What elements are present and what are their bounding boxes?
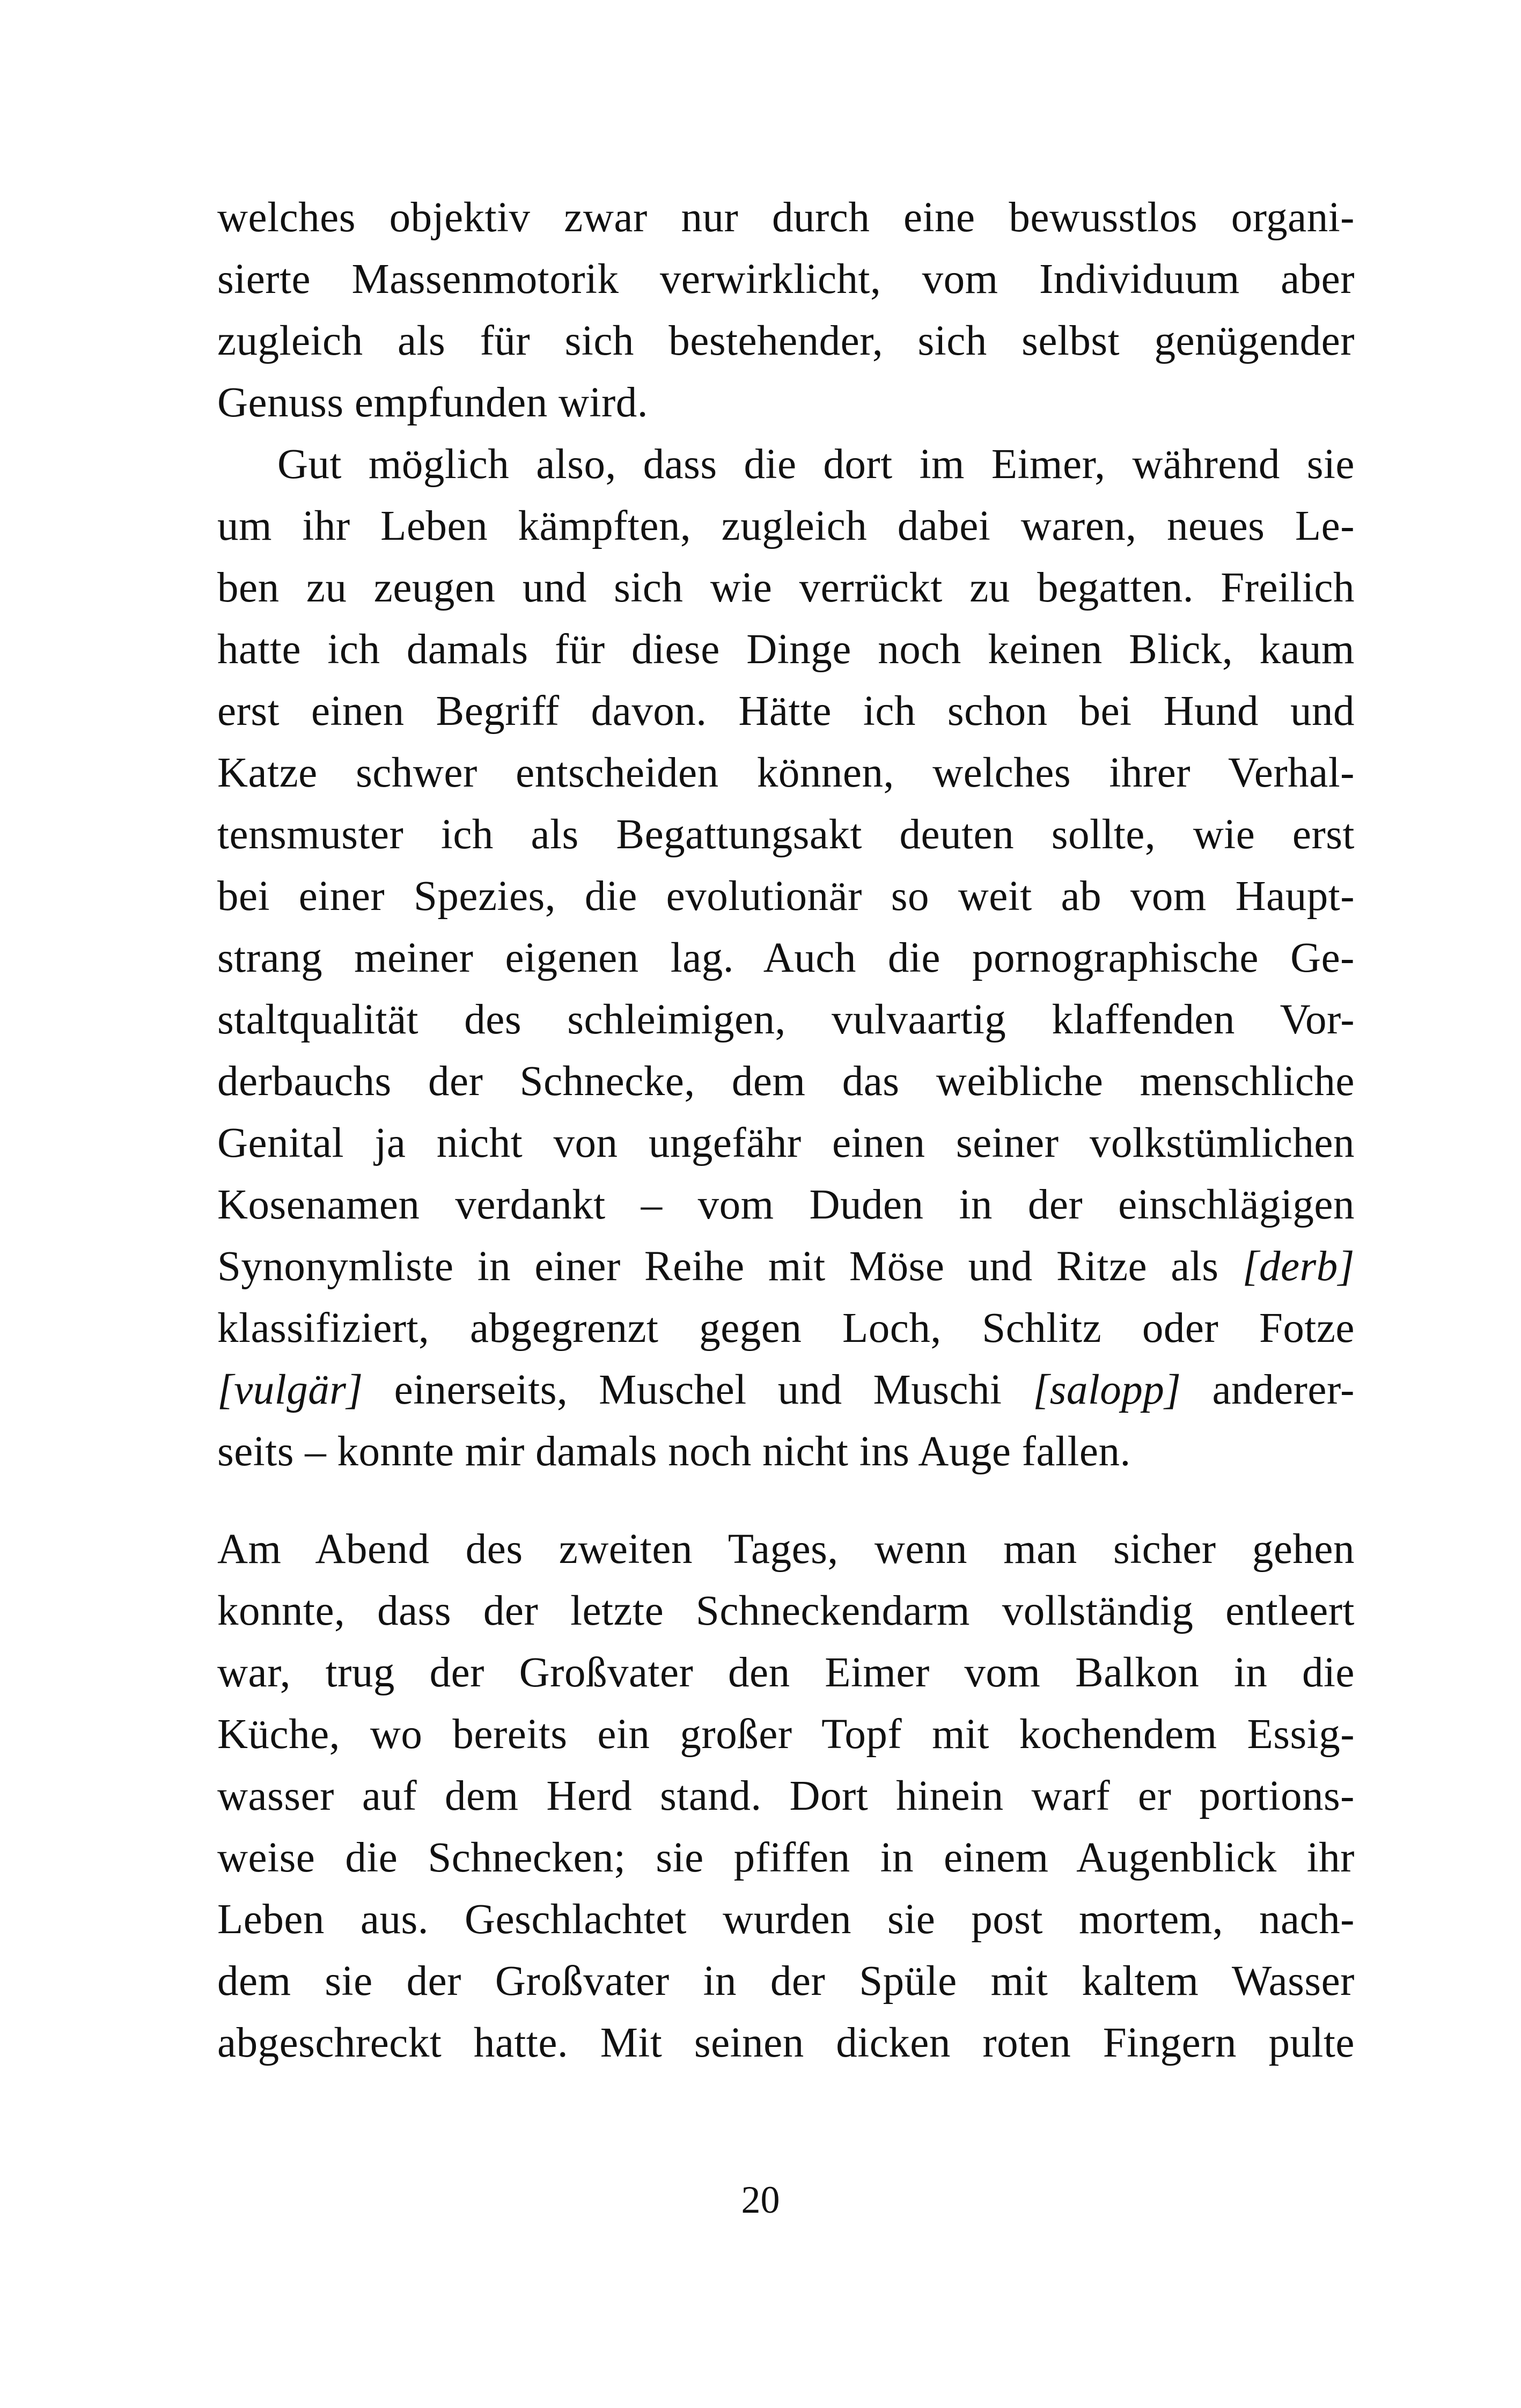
text-line: abgeschreckt hatte. Mit seinen dicken roten Fingern pulte: [217, 2020, 1355, 2066]
register-label-derb: [derb]: [1242, 1243, 1355, 1290]
text-line: seits – konnte mir damals noch nicht ins Auge fallen.: [217, 1428, 1131, 1475]
text-run: Synonymliste in einer Reihe mit Möse und Ritze als: [217, 1243, 1243, 1290]
text-line: konnte, dass der letzte Schneckendarm vollständig entleert: [217, 1588, 1355, 1634]
text-line: erst einen Begriff davon. Hätte ich schon bei Hund und: [217, 688, 1355, 735]
register-label-vulgaer: [vulgär]: [217, 1367, 363, 1413]
page-number: 20: [741, 2178, 780, 2221]
text-line: war, trug der Großvater den Eimer vom Balkon in die: [217, 1649, 1355, 1696]
text-line: wasser auf dem Herd stand. Dort hinein warf er portions-: [217, 1773, 1355, 1819]
text-line: [217, 1359, 1355, 1421]
text-run: anderer-: [1181, 1367, 1355, 1413]
text-line: hatte ich damals für diese Dinge noch keinen Blick, kaum: [217, 626, 1355, 673]
text-line: tensmuster ich als Begattungsakt deuten sollte, wie erst: [217, 811, 1355, 858]
text-line: welches objektiv zwar nur durch eine bewusstlos organi-: [217, 194, 1355, 241]
text-line: bei einer Spezies, die evolutionär so weit ab vom Haupt-: [217, 873, 1355, 920]
text-line: Am Abend des zweiten Tages, wenn man sicher gehen: [217, 1526, 1355, 1573]
text-line: klassifiziert, abgegrenzt gegen Loch, Schlitz oder Fotze: [217, 1305, 1355, 1352]
text-line: Genital ja nicht von ungefähr einen seiner volkstümlichen: [217, 1120, 1355, 1166]
text-line: derbauchs der Schnecke, dem das weibliche menschliche: [217, 1058, 1355, 1105]
text-line: sierte Massenmotorik verwirklicht, vom Individuum aber: [217, 256, 1355, 303]
text-line: ben zu zeugen und sich wie verrückt zu begatten. Freilich: [217, 564, 1355, 611]
text-line: zugleich als für sich bestehender, sich selbst genügender: [217, 318, 1355, 364]
text-line: dem sie der Großvater in der Spüle mit kaltem Wasser: [217, 1958, 1355, 2005]
text-line: staltqualität des schleimigen, vulvaartig klaffenden Vor-: [217, 996, 1355, 1043]
text-line: Leben aus. Geschlachtet wurden sie post mortem, nach-: [217, 1896, 1355, 1943]
text-block-lower: [217, 1518, 1355, 2074]
text-line: weise die Schnecken; sie pfiffen in einem Augenblick ihr: [217, 1834, 1355, 1881]
text-line: Küche, wo bereits ein großer Topf mit kochendem Essig-: [217, 1711, 1355, 1758]
text-line: Gut möglich also, dass die dort im Eimer, während sie: [277, 441, 1355, 488]
text-run: einerseits, Muschel und Muschi: [363, 1367, 1033, 1413]
text-line: [217, 1236, 1355, 1297]
text-line: Katze schwer entscheiden können, welches ihrer Verhal-: [217, 750, 1355, 796]
register-label-salopp: [salopp]: [1033, 1367, 1181, 1413]
text-line: strang meiner eigenen lag. Auch die pornographische Ge-: [217, 935, 1355, 981]
text-block-upper: [217, 187, 1355, 1482]
text-line: Kosenamen verdankt – vom Duden in der einschlägigen: [217, 1181, 1355, 1228]
text-line: Genuss empfunden wird.: [217, 379, 649, 426]
text-line: um ihr Leben kämpften, zugleich dabei waren, neues Le-: [217, 503, 1355, 549]
